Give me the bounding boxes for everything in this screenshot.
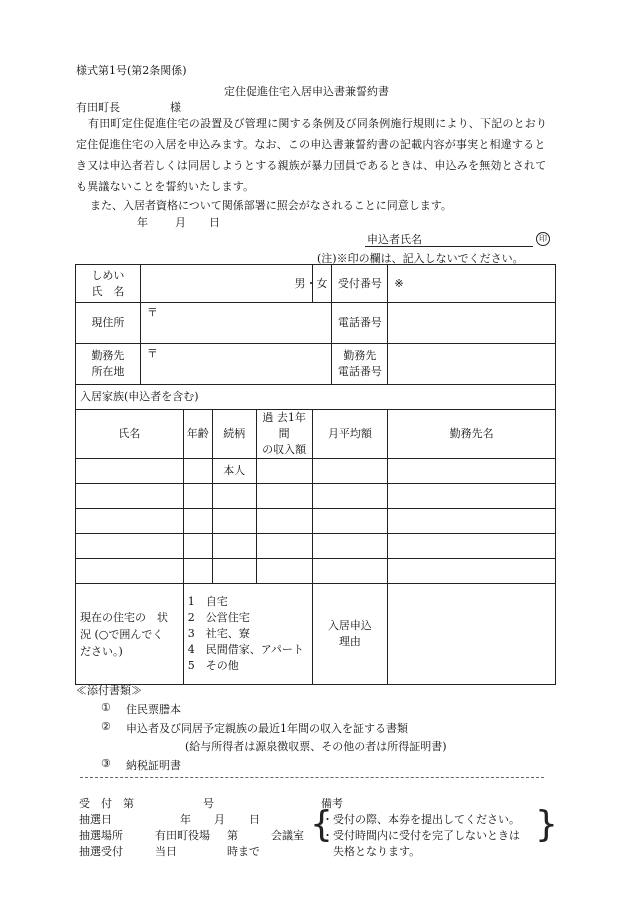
phone-input-cell[interactable] bbox=[388, 303, 556, 344]
reason-label-2: 理由 bbox=[338, 635, 361, 648]
attachment-sub-note: (給与所得者は源泉徴収票、その他の者は所得証明書) bbox=[185, 740, 447, 753]
attachment-text-1: 住民票謄本 bbox=[126, 703, 181, 716]
family-income-cell[interactable] bbox=[256, 509, 312, 534]
attachment-num-2: ② bbox=[101, 720, 111, 733]
addressee: 有田町長 bbox=[76, 101, 120, 114]
family-monthly-cell[interactable] bbox=[312, 484, 388, 509]
address-label: 現住所 bbox=[76, 303, 141, 344]
cut-line bbox=[80, 777, 544, 778]
workplace-label-cell bbox=[76, 344, 141, 385]
family-relation-cell[interactable] bbox=[212, 559, 256, 584]
name-kana-label: しめい bbox=[91, 268, 125, 282]
remark-2: ・受付時間内に受付を完了しないときは bbox=[322, 829, 520, 842]
brace-right-icon: } bbox=[535, 804, 558, 845]
applicant-name-label: 申込者氏名 bbox=[367, 233, 422, 246]
col-relation: 続柄 bbox=[212, 410, 256, 459]
date-year: 年 bbox=[137, 216, 148, 229]
seal-mark bbox=[536, 231, 550, 246]
family-employer-cell[interactable] bbox=[388, 459, 556, 484]
family-income-cell[interactable] bbox=[256, 534, 312, 559]
family-income-cell[interactable] bbox=[256, 459, 312, 484]
reason-label bbox=[312, 584, 388, 685]
housing-option-2[interactable]: 2 公営住宅 bbox=[187, 611, 250, 624]
remarks-label: 備考 bbox=[321, 797, 343, 810]
attachment-text-3: 納税証明書 bbox=[126, 759, 181, 772]
workplace-phone-label-1: 勤務先 bbox=[343, 349, 377, 362]
form-title: 定住促進住宅入居申込書兼誓約書 bbox=[224, 85, 389, 98]
table-row bbox=[76, 559, 556, 584]
attachments-header: ≪添付書類≫ bbox=[76, 684, 142, 697]
consent-text: また、入居者資格について関係部署に照会がなされることに同意します。 bbox=[90, 199, 452, 212]
family-name-cell[interactable] bbox=[76, 459, 184, 484]
workplace-phone-label-2: 電話番号 bbox=[337, 365, 382, 378]
address-input-cell[interactable] bbox=[140, 303, 332, 344]
seal-icon: 印 bbox=[536, 232, 550, 246]
housing-status-2: 況 (○で囲んでく bbox=[80, 627, 164, 641]
intro-paragraph: 有田町定住促進住宅の設置及び管理に関する条例及び同条例施行規則により、下記のとおり定住促進住宅の入居を申込みます。なお、この申込書兼誓約書の記載内容が事実と相違するとき又は申込者若しくは同居しようとする親族が暴力団員であるときは、申込みを無効とされても異議ないことを誓約いたします。 bbox=[76, 117, 548, 193]
family-employer-cell[interactable] bbox=[388, 559, 556, 584]
family-employer-cell[interactable] bbox=[388, 509, 556, 534]
date-day: 日 bbox=[209, 216, 220, 229]
family-relation-self: 本人 bbox=[212, 459, 256, 484]
family-name-cell[interactable] bbox=[76, 559, 184, 584]
date-month: 月 bbox=[175, 216, 186, 229]
family-age-cell[interactable] bbox=[183, 534, 212, 559]
receipt-number-cell bbox=[388, 265, 556, 303]
receipt-mark: ※ bbox=[394, 276, 404, 290]
name-label: 氏 名 bbox=[91, 284, 125, 298]
applicant-name-line[interactable] bbox=[365, 246, 533, 247]
workplace-phone-label-cell bbox=[332, 344, 388, 385]
family-name-cell[interactable] bbox=[76, 509, 184, 534]
housing-option-1[interactable]: 1 自宅 bbox=[187, 595, 228, 608]
family-age-cell[interactable] bbox=[183, 559, 212, 584]
table-row bbox=[76, 534, 556, 559]
remark-1: ・受付の際、本券を提出してください。 bbox=[322, 813, 520, 826]
workplace-label: 勤務先 bbox=[91, 349, 125, 362]
workplace-postal-mark: 〒 bbox=[146, 347, 158, 360]
housing-option-3[interactable]: 3 社宅、寮 bbox=[187, 627, 250, 640]
family-age-cell[interactable] bbox=[183, 484, 212, 509]
name-label-cell bbox=[76, 265, 141, 303]
family-employer-cell[interactable] bbox=[388, 484, 556, 509]
col-age: 年齢 bbox=[183, 410, 212, 459]
family-income-cell[interactable] bbox=[256, 559, 312, 584]
housing-option-5[interactable]: 5 その他 bbox=[187, 659, 239, 672]
lottery-date-day: 日 bbox=[249, 813, 260, 826]
receipt-number-unit: 号 bbox=[203, 797, 214, 810]
phone-label: 電話番号 bbox=[332, 303, 388, 344]
family-name-cell[interactable] bbox=[76, 484, 184, 509]
family-employer-cell[interactable] bbox=[388, 534, 556, 559]
col-name: 氏名 bbox=[76, 410, 184, 459]
family-income-cell[interactable] bbox=[256, 484, 312, 509]
family-relation-cell[interactable] bbox=[212, 484, 256, 509]
housing-status-label bbox=[76, 584, 184, 685]
form-style-number: 様式第1号(第2条関係) bbox=[76, 64, 187, 77]
address-postal-mark: 〒 bbox=[146, 306, 158, 319]
col-income-2: の収入額 bbox=[262, 443, 307, 456]
housing-option-4[interactable]: 4 民間借家、アパート bbox=[187, 643, 304, 656]
lottery-reception-label: 抽選受付 bbox=[79, 845, 123, 858]
gender-cell[interactable] bbox=[294, 265, 332, 303]
housing-options bbox=[183, 584, 312, 685]
family-name-cell[interactable] bbox=[76, 534, 184, 559]
reason-input-cell[interactable] bbox=[388, 584, 556, 685]
col-monthly: 月平均額 bbox=[312, 410, 388, 459]
col-income bbox=[256, 410, 312, 459]
family-age-cell[interactable] bbox=[183, 509, 212, 534]
housing-status-1: 現在の住宅の 状 bbox=[80, 610, 168, 624]
lottery-place-dai: 第 bbox=[227, 829, 238, 842]
workplace-input-cell[interactable] bbox=[140, 344, 332, 385]
receipt-number-label: 受付番号 bbox=[332, 265, 388, 303]
table-row bbox=[76, 484, 556, 509]
family-relation-cell[interactable] bbox=[212, 509, 256, 534]
honorific: 様 bbox=[170, 101, 181, 114]
col-income-1: 過 去1年 間 bbox=[262, 411, 306, 440]
lottery-reception-until: 時まで bbox=[227, 845, 260, 858]
remark-3: 失格となります。 bbox=[333, 845, 421, 858]
attachment-num-1: ① bbox=[101, 701, 111, 714]
family-monthly-cell[interactable] bbox=[312, 459, 388, 484]
lottery-place: 有田町役場 bbox=[155, 829, 210, 842]
gender-label: 男・女 bbox=[294, 276, 328, 290]
lottery-date-year: 年 bbox=[180, 813, 191, 826]
attachment-text-2: 申込者及び同居予定親族の最近1年間の収入を証する書類 bbox=[126, 722, 408, 735]
name-input-cell[interactable] bbox=[140, 265, 312, 303]
lottery-date-month: 月 bbox=[214, 813, 225, 826]
reason-label-1: 入居申込 bbox=[327, 619, 372, 632]
housing-status-3: ださい。) bbox=[80, 644, 123, 658]
note-text: (注)※印の欄は、記入しないでください。 bbox=[317, 252, 524, 265]
attachment-num-3: ③ bbox=[101, 757, 111, 770]
application-table bbox=[75, 264, 556, 685]
family-monthly-cell[interactable] bbox=[312, 534, 388, 559]
col-employer: 勤務先名 bbox=[388, 410, 556, 459]
family-header: 入居家族(申込者を含む) bbox=[76, 385, 556, 410]
family-monthly-cell[interactable] bbox=[312, 559, 388, 584]
workplace-phone-input-cell[interactable] bbox=[388, 344, 556, 385]
brace-left-icon: { bbox=[310, 804, 333, 845]
table-row bbox=[76, 459, 556, 484]
family-monthly-cell[interactable] bbox=[312, 509, 388, 534]
lottery-date-label: 抽選日 bbox=[79, 813, 112, 826]
family-age-cell[interactable] bbox=[183, 459, 212, 484]
lottery-place-label: 抽選場所 bbox=[79, 829, 123, 842]
lottery-place-room: 会議室 bbox=[271, 829, 304, 842]
lottery-reception-day: 当日 bbox=[155, 845, 177, 858]
workplace-address-label: 所在地 bbox=[91, 365, 125, 378]
table-row bbox=[76, 509, 556, 534]
family-relation-cell[interactable] bbox=[212, 534, 256, 559]
receipt-number-label-stub: 受 付 第 bbox=[79, 797, 134, 810]
